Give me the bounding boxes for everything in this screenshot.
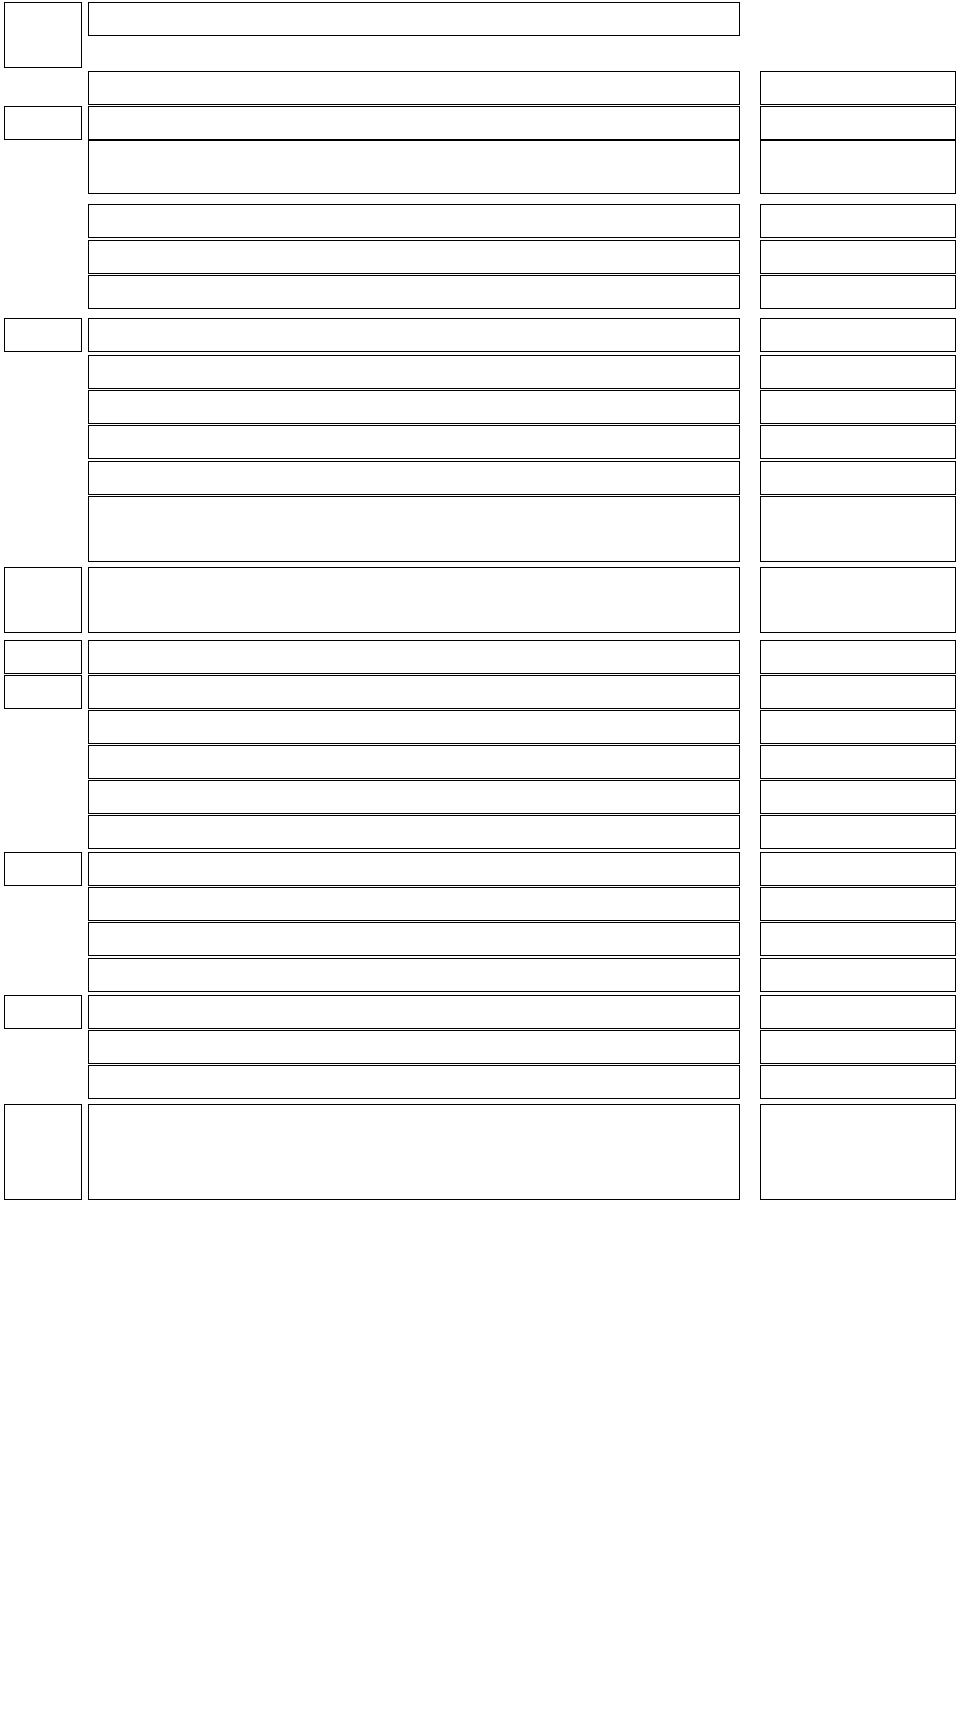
coefficient-cell bbox=[760, 567, 956, 633]
description-cell bbox=[88, 318, 740, 352]
description-cell bbox=[88, 355, 740, 389]
coefficient-cell bbox=[760, 390, 956, 424]
description-cell bbox=[88, 461, 740, 495]
description-cell bbox=[88, 745, 740, 779]
coefficient-cell bbox=[760, 745, 956, 779]
coefficient-cell bbox=[760, 204, 956, 238]
description-cell bbox=[88, 106, 740, 140]
description-cell bbox=[88, 496, 740, 562]
coefficient-cell bbox=[760, 815, 956, 849]
description-cell bbox=[88, 922, 740, 956]
description-cell bbox=[88, 815, 740, 849]
coefficient-cell bbox=[760, 461, 956, 495]
description-cell bbox=[88, 995, 740, 1029]
coefficient-cell bbox=[760, 1030, 956, 1064]
description-cell bbox=[88, 275, 740, 309]
row-number-cell bbox=[4, 675, 82, 709]
coefficient-cell bbox=[760, 710, 956, 744]
description-cell bbox=[88, 887, 740, 921]
row-number-cell bbox=[4, 318, 82, 352]
row-number-cell bbox=[4, 852, 82, 886]
coefficient-cell bbox=[760, 240, 956, 274]
coefficient-cell bbox=[760, 995, 956, 1029]
description-cell bbox=[88, 140, 740, 194]
description-cell bbox=[88, 780, 740, 814]
description-cell bbox=[88, 958, 740, 992]
row-number-cell bbox=[4, 567, 82, 633]
description-cell bbox=[88, 1065, 740, 1099]
coefficient-cell bbox=[760, 958, 956, 992]
coefficient-cell bbox=[760, 318, 956, 352]
description-cell bbox=[88, 240, 740, 274]
coefficient-cell bbox=[760, 355, 956, 389]
coefficient-cell bbox=[760, 922, 956, 956]
coefficient-cell bbox=[760, 275, 956, 309]
coefficient-cell bbox=[760, 1065, 956, 1099]
description-cell bbox=[88, 567, 740, 633]
description-cell bbox=[88, 1104, 740, 1200]
row-number-cell bbox=[4, 640, 82, 674]
description-cell bbox=[88, 390, 740, 424]
coefficient-cell bbox=[760, 780, 956, 814]
coefficient-cell bbox=[760, 640, 956, 674]
coefficient-cell bbox=[760, 425, 956, 459]
coefficient-cell bbox=[760, 496, 956, 562]
coefficient-cell bbox=[760, 852, 956, 886]
description-cell bbox=[88, 852, 740, 886]
row-number-cell bbox=[4, 1104, 82, 1200]
coefficient-cell bbox=[760, 1104, 956, 1200]
description-cell bbox=[88, 675, 740, 709]
coefficient-cell bbox=[760, 887, 956, 921]
row-number-cell bbox=[4, 995, 82, 1029]
description-cell bbox=[88, 710, 740, 744]
description-cell bbox=[88, 425, 740, 459]
description-cell bbox=[88, 204, 740, 238]
header-aa-cell bbox=[4, 2, 82, 68]
coefficient-cell bbox=[760, 106, 956, 140]
row-number-cell bbox=[4, 106, 82, 140]
header-type-cell bbox=[88, 2, 740, 36]
coefficient-cell bbox=[760, 675, 956, 709]
coefficient-cell bbox=[760, 71, 956, 105]
description-cell bbox=[88, 71, 740, 105]
description-cell bbox=[88, 1030, 740, 1064]
description-cell bbox=[88, 640, 740, 674]
coefficient-cell bbox=[760, 140, 956, 194]
